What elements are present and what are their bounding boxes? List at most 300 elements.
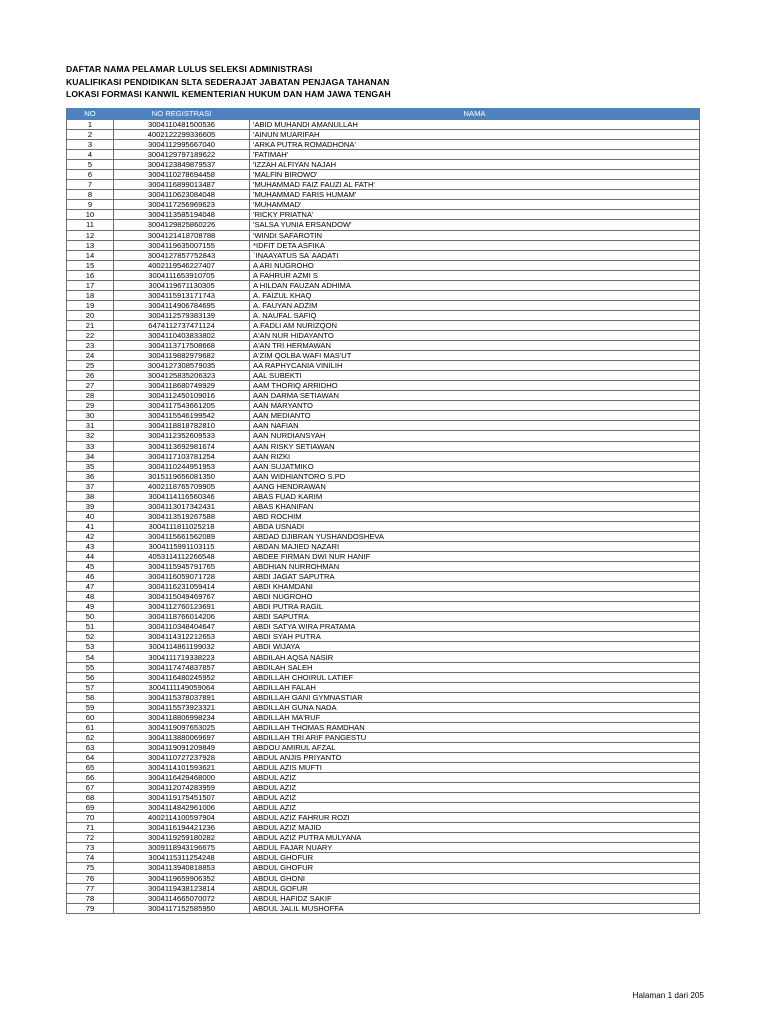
- document-header: [66, 63, 391, 101]
- table-row: [67, 290, 700, 300]
- applicant-name: ABDUL GHOFUR: [250, 863, 700, 873]
- registration-number: 3004113585194048: [114, 210, 250, 220]
- applicant-name: AAN RISKY SETIAWAN: [250, 441, 700, 451]
- row-number: 32: [67, 431, 114, 441]
- table-row: [67, 240, 700, 250]
- table-row: [67, 381, 700, 391]
- row-number: 78: [67, 893, 114, 903]
- applicant-name: 'FATIMAH': [250, 150, 700, 160]
- table-row: [67, 642, 700, 652]
- registration-number: 3004127857752843: [114, 250, 250, 260]
- row-number: 77: [67, 883, 114, 893]
- applicant-name: ABDI KHAMDANI: [250, 582, 700, 592]
- row-number: 30: [67, 411, 114, 421]
- applicant-name: ABDUL AZIZ: [250, 783, 700, 793]
- table-row: [67, 451, 700, 461]
- table-row: [67, 250, 700, 260]
- table-row: [67, 823, 700, 833]
- registration-number: 3004115049469767: [114, 592, 250, 602]
- row-number: 33: [67, 441, 114, 451]
- applicant-name: ABDILLAH GUNA NADA: [250, 702, 700, 712]
- table-row: [67, 280, 700, 290]
- row-number: 70: [67, 813, 114, 823]
- applicant-name: AANG HENDRAWAN: [250, 481, 700, 491]
- registration-number: 6474112737471124: [114, 320, 250, 330]
- registration-number: 3004119671130305: [114, 280, 250, 290]
- registration-number: 3004110481500536: [114, 120, 250, 130]
- registration-number: 3004118818782810: [114, 421, 250, 431]
- applicant-name: ABDILLAH MA'RUF: [250, 712, 700, 722]
- registration-number: 3004118680749929: [114, 381, 250, 391]
- table-row: [67, 441, 700, 451]
- table-row: [67, 130, 700, 140]
- registration-number: 3004111719338223: [114, 652, 250, 662]
- applicant-name: AAM THORIQ ARRIDHO: [250, 381, 700, 391]
- row-number: 61: [67, 722, 114, 732]
- row-number: 63: [67, 742, 114, 752]
- row-number: 3: [67, 140, 114, 150]
- registration-number: 3004114842961006: [114, 803, 250, 813]
- row-number: 17: [67, 280, 114, 290]
- registration-number: 3004112074283959: [114, 783, 250, 793]
- registration-number: 3004115311254248: [114, 853, 250, 863]
- applicant-name: ABDUL AZIZ: [250, 793, 700, 803]
- row-number: 1: [67, 120, 114, 130]
- registration-number: 3004110623084048: [114, 190, 250, 200]
- table-row: [67, 773, 700, 783]
- table-row: [67, 260, 700, 270]
- row-number: 22: [67, 330, 114, 340]
- applicant-name: 'WINDI SAFAROTIN: [250, 230, 700, 240]
- registration-number: 3004112450109016: [114, 391, 250, 401]
- registration-number: 3004116899013487: [114, 180, 250, 190]
- row-number: 55: [67, 662, 114, 672]
- applicant-name: 'RICKY PRIATNA': [250, 210, 700, 220]
- registration-number: 3004116231059414: [114, 582, 250, 592]
- registration-number: 3004119259180282: [114, 833, 250, 843]
- table-row: [67, 531, 700, 541]
- table-row: [67, 672, 700, 682]
- table-row: [67, 120, 700, 130]
- registration-number: 3004112352609533: [114, 431, 250, 441]
- applicant-name: ABDILLAH FALAH: [250, 682, 700, 692]
- column-header-no: NO: [67, 109, 114, 120]
- table-row: [67, 612, 700, 622]
- row-number: 19: [67, 300, 114, 310]
- table-row: [67, 873, 700, 883]
- row-number: 50: [67, 612, 114, 622]
- row-number: 72: [67, 833, 114, 843]
- registration-number: 3004113880069697: [114, 732, 250, 742]
- row-number: 27: [67, 381, 114, 391]
- registration-number: 3004114116560346: [114, 491, 250, 501]
- table-row: [67, 582, 700, 592]
- row-number: 52: [67, 632, 114, 642]
- registration-number: 3004114861199032: [114, 642, 250, 652]
- applicant-name: AAN MARYANTO: [250, 401, 700, 411]
- row-number: 8: [67, 190, 114, 200]
- applicant-name: ABDAD DJIBRAN YUSHANDOSHEVA: [250, 531, 700, 541]
- row-number: 53: [67, 642, 114, 652]
- row-number: 2: [67, 130, 114, 140]
- registration-number: 3004115945791765: [114, 562, 250, 572]
- applicant-name: ABDILLAH THOMAS RAMDHAN: [250, 722, 700, 732]
- row-number: 35: [67, 461, 114, 471]
- applicant-name: ABDILLAH GANI GYMNASTIAR: [250, 692, 700, 702]
- registration-number: 4053114112266548: [114, 552, 250, 562]
- applicant-name: A'ZIM QOLBA WAFI MAS'UT: [250, 351, 700, 361]
- registration-number: 3004117474837857: [114, 662, 250, 672]
- table-row: [67, 170, 700, 180]
- applicant-name: 'IZZAH ALFIYAN NAJAH: [250, 160, 700, 170]
- applicant-name: ABDUL AZIZ: [250, 773, 700, 783]
- registration-number: 3004119175451507: [114, 793, 250, 803]
- row-number: 67: [67, 783, 114, 793]
- applicant-name: ABDUL AZIS MUFTI: [250, 763, 700, 773]
- column-header-registration: NO REGISTRASI: [114, 109, 250, 120]
- applicant-name: AAN MEDIANTO: [250, 411, 700, 421]
- registration-number: 3004119097653025: [114, 722, 250, 732]
- registration-number: 3004115991103115: [114, 541, 250, 551]
- applicant-name: AAN DARMA SETIAWAN: [250, 391, 700, 401]
- row-number: 25: [67, 361, 114, 371]
- applicant-name: ABDUL AZIZ MAJID: [250, 823, 700, 833]
- registration-number: 4002118765709905: [114, 481, 250, 491]
- table-row: [67, 461, 700, 471]
- registration-number: 4002119546227407: [114, 260, 250, 270]
- row-number: 15: [67, 260, 114, 270]
- table-row: [67, 270, 700, 280]
- registration-number: 3004125835206323: [114, 371, 250, 381]
- registration-number: 3004119635007155: [114, 240, 250, 250]
- registration-number: 3004111653910705: [114, 270, 250, 280]
- applicant-name: ABDEE FIRMAN DWI NUR HANIF: [250, 552, 700, 562]
- table-row: [67, 813, 700, 823]
- row-number: 26: [67, 371, 114, 381]
- registration-number: 3004113717508668: [114, 341, 250, 351]
- table-row: [67, 421, 700, 431]
- registration-number: 3004114312212653: [114, 632, 250, 642]
- table-row: [67, 351, 700, 361]
- applicant-name: ABD ROCHIM: [250, 511, 700, 521]
- header-title: DAFTAR NAMA PELAMAR LULUS SELEKSI ADMINISTRASI: [66, 64, 313, 74]
- table-row: [67, 341, 700, 351]
- row-number: 39: [67, 501, 114, 511]
- table-row: [67, 521, 700, 531]
- table-row: [67, 662, 700, 672]
- row-number: 23: [67, 341, 114, 351]
- table-row: [67, 330, 700, 340]
- applicant-name: ABAS FUAD KARIM: [250, 491, 700, 501]
- applicant-name: 'MUHAMMAD FAIZ FAUZI AL FATH': [250, 180, 700, 190]
- registration-number: 3004115378037891: [114, 692, 250, 702]
- table-row: [67, 602, 700, 612]
- table-row: [67, 682, 700, 692]
- applicant-name: ABDUL AZIZ PUTRA MULYANA: [250, 833, 700, 843]
- table-row: [67, 763, 700, 773]
- row-number: 29: [67, 401, 114, 411]
- row-number: 73: [67, 843, 114, 853]
- registration-number: 3004121418708788: [114, 230, 250, 240]
- applicant-name: A. FAUYAN ADZIM: [250, 300, 700, 310]
- row-number: 47: [67, 582, 114, 592]
- row-number: 75: [67, 863, 114, 873]
- registration-number: 3004129797189622: [114, 150, 250, 160]
- applicant-name: ABDUL AZIZ FAHRUR ROZI: [250, 813, 700, 823]
- registration-number: 3004110244951953: [114, 461, 250, 471]
- row-number: 18: [67, 290, 114, 300]
- row-number: 28: [67, 391, 114, 401]
- registration-number: 3004117256969623: [114, 200, 250, 210]
- applicant-name: ABDUL ANJIS PRIYANTO: [250, 752, 700, 762]
- registration-number: 3004115913171743: [114, 290, 250, 300]
- applicant-name: ABDI JAGAT SAPUTRA: [250, 572, 700, 582]
- table-row: [67, 200, 700, 210]
- registration-number: 3004119659906352: [114, 873, 250, 883]
- row-number: 58: [67, 692, 114, 702]
- registration-number: 3004116194421236: [114, 823, 250, 833]
- applicant-name: `INAAYATUS SA`AADATI: [250, 250, 700, 260]
- table-row: [67, 310, 700, 320]
- applicant-name: ABDILAH AQSA NASIR: [250, 652, 700, 662]
- registration-number: 3004114101593621: [114, 763, 250, 773]
- registration-number: 3004116480245952: [114, 672, 250, 682]
- registration-number: 3004117103781254: [114, 451, 250, 461]
- registration-number: 3004110278694458: [114, 170, 250, 180]
- table-row: [67, 180, 700, 190]
- header-location: LOKASI FORMASI KANWIL KEMENTERIAN HUKUM DAN HAM JAWA TENGAH: [66, 89, 391, 99]
- applicant-name: A ARI NUGROHO: [250, 260, 700, 270]
- row-number: 10: [67, 210, 114, 220]
- registration-number: 3004119882979682: [114, 351, 250, 361]
- table-row: [67, 783, 700, 793]
- applicant-name: ABDI WIJAYA: [250, 642, 700, 652]
- row-number: 48: [67, 592, 114, 602]
- table-row: [67, 893, 700, 903]
- row-number: 44: [67, 552, 114, 562]
- applicant-name: ABDUL FAJAR NUARY: [250, 843, 700, 853]
- table-row: [67, 702, 700, 712]
- row-number: 21: [67, 320, 114, 330]
- applicant-name: ABDAN MAJIED NAZARI: [250, 541, 700, 551]
- table-row: [67, 752, 700, 762]
- row-number: 64: [67, 752, 114, 762]
- table-row: [67, 160, 700, 170]
- applicant-name: ABDUL GOFUR: [250, 883, 700, 893]
- table-row: [67, 692, 700, 702]
- table-row: [67, 391, 700, 401]
- applicant-name: 'AINUN MUARIFAH: [250, 130, 700, 140]
- row-number: 45: [67, 562, 114, 572]
- table-row: [67, 431, 700, 441]
- row-number: 57: [67, 682, 114, 692]
- applicant-name: ABAS KHANIFAN: [250, 501, 700, 511]
- table-row: [67, 793, 700, 803]
- row-number: 71: [67, 823, 114, 833]
- applicant-name: AAN NURDIANSYAH: [250, 431, 700, 441]
- applicant-name: AAL SUBEKTI: [250, 371, 700, 381]
- row-number: 60: [67, 712, 114, 722]
- registration-number: 3004116059071728: [114, 572, 250, 582]
- registration-number: 3015119656081350: [114, 471, 250, 481]
- row-number: 7: [67, 180, 114, 190]
- registration-number: 3004115661562089: [114, 531, 250, 541]
- registration-number: 4002114100597904: [114, 813, 250, 823]
- table-row: [67, 411, 700, 421]
- applicant-name: A.FADLI AM NURIZQON: [250, 320, 700, 330]
- registration-number: 3004123849879537: [114, 160, 250, 170]
- table-body: [67, 120, 700, 914]
- row-number: 11: [67, 220, 114, 230]
- row-number: 42: [67, 531, 114, 541]
- table-header-row: [67, 109, 700, 120]
- applicant-name: AAN RIZKI: [250, 451, 700, 461]
- table-row: [67, 742, 700, 752]
- table-row: [67, 210, 700, 220]
- applicant-name: ABDUL GHONI: [250, 873, 700, 883]
- registration-number: 3004110403833802: [114, 330, 250, 340]
- applicant-name: ABDI PUTRA RAGIL: [250, 602, 700, 612]
- row-number: 65: [67, 763, 114, 773]
- table-row: [67, 220, 700, 230]
- table-row: [67, 903, 700, 913]
- row-number: 79: [67, 903, 114, 913]
- applicant-name: AAN WIDHIANTORO S.PD: [250, 471, 700, 481]
- row-number: 12: [67, 230, 114, 240]
- applicant-name: ABDI NUGROHO: [250, 592, 700, 602]
- applicant-name: 'ARKA PUTRA ROMADHONA': [250, 140, 700, 150]
- row-number: 9: [67, 200, 114, 210]
- applicant-name: ABDOU AMIRUL AFZAL: [250, 742, 700, 752]
- registration-number: 3004111149059064: [114, 682, 250, 692]
- table-row: [67, 853, 700, 863]
- registration-number: 3004113017342431: [114, 501, 250, 511]
- applicant-name: 'MUHAMMAD FARIS HUMAM': [250, 190, 700, 200]
- registration-number: 3004110348404647: [114, 622, 250, 632]
- registration-number: 3009118943196675: [114, 843, 250, 853]
- applicant-name: ABDUL AZIZ: [250, 803, 700, 813]
- row-number: 41: [67, 521, 114, 531]
- registration-number: 3004118806998234: [114, 712, 250, 722]
- table-row: [67, 863, 700, 873]
- applicant-name: 'SALSA YUNIA ERSANDOW': [250, 220, 700, 230]
- table-row: [67, 371, 700, 381]
- registration-number: 3004113519267588: [114, 511, 250, 521]
- applicant-name: ABDUL GHOFUR: [250, 853, 700, 863]
- applicant-name: ABDUL HAFIDZ SAKIF: [250, 893, 700, 903]
- applicant-table: [66, 108, 700, 914]
- registration-number: 3004112760123691: [114, 602, 250, 612]
- page-number: Halaman 1 dari 205: [632, 991, 704, 1000]
- table-row: [67, 541, 700, 551]
- table-row: [67, 361, 700, 371]
- table-row: [67, 732, 700, 742]
- registration-number: 3004112579383139: [114, 310, 250, 320]
- applicant-name: ABDILLAH CHOIRUL LATIEF: [250, 672, 700, 682]
- registration-number: 3004129825860226: [114, 220, 250, 230]
- table-row: [67, 140, 700, 150]
- row-number: 43: [67, 541, 114, 551]
- applicant-name: *IDFIT DETA ASFIKA: [250, 240, 700, 250]
- table-row: [67, 491, 700, 501]
- applicant-name: A'AN TRI HERMAWAN: [250, 341, 700, 351]
- row-number: 69: [67, 803, 114, 813]
- row-number: 20: [67, 310, 114, 320]
- applicant-name: ABDA USNADI: [250, 521, 700, 531]
- registration-number: 3004117152585950: [114, 903, 250, 913]
- applicant-name: A HILDAN FAUZAN ADHIMA: [250, 280, 700, 290]
- applicant-name: A. NAUFAL SAFIQ: [250, 310, 700, 320]
- registration-number: 3004115546199542: [114, 411, 250, 421]
- applicant-name: 'MUHAMMAD': [250, 200, 700, 210]
- applicant-name: ABDI SAPUTRA: [250, 612, 700, 622]
- table-row: [67, 150, 700, 160]
- table-row: [67, 833, 700, 843]
- table-row: [67, 230, 700, 240]
- registration-number: 3004119091209849: [114, 742, 250, 752]
- row-number: 16: [67, 270, 114, 280]
- table-row: [67, 401, 700, 411]
- row-number: 38: [67, 491, 114, 501]
- table-row: [67, 712, 700, 722]
- table-row: [67, 562, 700, 572]
- table-row: [67, 592, 700, 602]
- row-number: 31: [67, 421, 114, 431]
- table-row: [67, 552, 700, 562]
- table-row: [67, 511, 700, 521]
- row-number: 4: [67, 150, 114, 160]
- table-row: [67, 622, 700, 632]
- row-number: 68: [67, 793, 114, 803]
- row-number: 34: [67, 451, 114, 461]
- registration-number: 3004127308579035: [114, 361, 250, 371]
- registration-number: 3004117543661205: [114, 401, 250, 411]
- applicant-name: 'ABID MUHANDI AMANULLAH: [250, 120, 700, 130]
- applicant-name: ABDILAH SALEH: [250, 662, 700, 672]
- table-row: [67, 471, 700, 481]
- registration-number: 3004113940818853: [114, 863, 250, 873]
- applicant-name: AAN NAFIAN: [250, 421, 700, 431]
- row-number: 40: [67, 511, 114, 521]
- row-number: 59: [67, 702, 114, 712]
- row-number: 13: [67, 240, 114, 250]
- table-row: [67, 481, 700, 491]
- row-number: 62: [67, 732, 114, 742]
- applicant-name: ABDI SATYA WIRA PRATAMA: [250, 622, 700, 632]
- registration-number: 3004118766014206: [114, 612, 250, 622]
- row-number: 36: [67, 471, 114, 481]
- applicant-name: ABDHIAN NURROHMAN: [250, 562, 700, 572]
- applicant-name: A. FAIZUL KHAQ: [250, 290, 700, 300]
- row-number: 46: [67, 572, 114, 582]
- row-number: 76: [67, 873, 114, 883]
- registration-number: 3004112995667040: [114, 140, 250, 150]
- applicant-name: 'MALFIN BIROWO': [250, 170, 700, 180]
- registration-number: 4002122299336605: [114, 130, 250, 140]
- table-row: [67, 501, 700, 511]
- registration-number: 3004114906784695: [114, 300, 250, 310]
- row-number: 49: [67, 602, 114, 612]
- registration-number: 3004119438123814: [114, 883, 250, 893]
- row-number: 66: [67, 773, 114, 783]
- applicant-name: ABDI SYAH PUTRA: [250, 632, 700, 642]
- row-number: 6: [67, 170, 114, 180]
- table-row: [67, 803, 700, 813]
- table-row: [67, 722, 700, 732]
- row-number: 51: [67, 622, 114, 632]
- row-number: 14: [67, 250, 114, 260]
- registration-number: 3004113692981674: [114, 441, 250, 451]
